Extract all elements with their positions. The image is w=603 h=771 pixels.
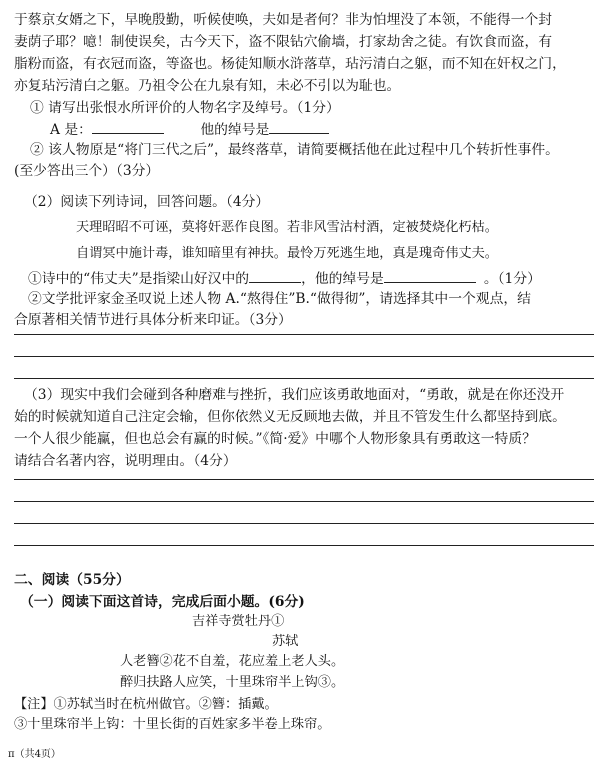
- poem-line: 人老簪②花不自羞，花应羞上老人头。: [120, 654, 345, 669]
- answer-rule[interactable]: [14, 334, 594, 335]
- page-footer: π（共4页）: [8, 749, 61, 760]
- passage-line: 妻荫子耶？噫！制使误矣，古今天下，盗不限钻穴偷墙，打家劫舍之徒。有饮食而盗，有: [14, 34, 553, 50]
- nickname-blank[interactable]: [384, 268, 476, 283]
- poem-line: 醉归扶路人应笑，十里珠帘半上钩③。: [120, 675, 345, 690]
- section-3-line: 请结合名著内容，说明理由。（4分）: [14, 453, 237, 469]
- answer-line-a: [50, 119, 329, 140]
- answer-rule[interactable]: [14, 479, 594, 480]
- section-3-line: 始的时候就知道自己注定会输，但你依然义无反顾地去做，并且不管发生什么都坚持到底。: [14, 409, 566, 425]
- poem-title: 吉祥寺赏牡丹①: [192, 614, 285, 629]
- poem-line: 天理昭昭不可诬，莫将奸恶作良图。若非风雪沽村酒，定被焚烧化朽枯。: [76, 220, 498, 235]
- answer-rule[interactable]: [14, 523, 594, 524]
- note-line: ③十里珠帘半上钩：十里长街的百姓家多半卷上珠帘。: [14, 717, 331, 732]
- section-2-q1-text: ，他的绰号是: [301, 271, 384, 287]
- section-2-q1: [28, 268, 541, 289]
- passage-line: 脂粉而盗，有衣冠而盗，等盗也。杨徒知顺水浒落草，玷污清白之躯，而不知在奸权之门，: [14, 56, 566, 72]
- poem-line: 自谓冥中施计毒，谁知暗里有神扶。最怜万死逃生地，真是瑰奇伟丈夫。: [76, 246, 498, 261]
- note-line: 【注】①苏轼当时在杭州做官。②簪：插戴。: [14, 697, 278, 712]
- poem-author: 苏轼: [272, 634, 299, 649]
- section-2-heading: （2）阅读下列诗词，回答问题。（4分）: [24, 194, 270, 210]
- passage-line: 于蔡京女婿之下，早晚殷勤，听候使唤，夫如是者何？非为怕埋没了本领，不能得一个封: [14, 12, 553, 28]
- passage-line: 亦复玷污清白之躯。乃祖令公在九泉有知，未必不引以为耻也。: [14, 78, 401, 94]
- answer-rule[interactable]: [14, 356, 594, 357]
- question-1: ① 请写出张恨水所评价的人物名字及绰号。（1分）: [30, 100, 340, 116]
- section-3-line: 一个人很少能赢，但也总会有赢的时候。”《简·爱》中哪个人物形象具有勇敢这一特质？: [14, 431, 536, 447]
- reading-subheading: （一）阅读下面这首诗，完成后面小题。(6分): [20, 594, 305, 610]
- section-2-q1-text: ①诗中的“伟丈夫”是指梁山好汉中的: [28, 271, 250, 287]
- hero-name-blank[interactable]: [249, 268, 301, 283]
- question-2-cont: (至少答出三个）（3分）: [14, 163, 160, 179]
- answer-a-blank[interactable]: [92, 119, 164, 134]
- answer-b-blank[interactable]: [269, 119, 329, 134]
- section-2-q1-text: 。（1分）: [483, 271, 541, 287]
- section-2-q2-cont: 合原著相关情节进行具体分析来印证。（3分）: [14, 312, 292, 328]
- answer-b-label: 他的绰号是: [200, 122, 270, 138]
- answer-a-label: A 是：: [50, 122, 92, 138]
- section-3-line: （3）现实中我们会碰到各种磨难与挫折，我们应该勇敢地面对，“勇敢，就是在你还没开: [24, 387, 565, 403]
- reading-heading: 二、阅读（55分）: [14, 572, 130, 588]
- answer-rule[interactable]: [14, 501, 594, 502]
- question-2: ② 该人物原是“将门三代之后”，最终落草，请简要概括他在此过程中几个转折性事件。: [30, 142, 559, 158]
- section-2-q2: ②文学批评家金圣叹说上述人物 A.“熬得住”B.“做得彻”，请选择其中一个观点，结: [28, 291, 531, 307]
- answer-rule[interactable]: [14, 378, 594, 379]
- answer-rule[interactable]: [14, 545, 594, 546]
